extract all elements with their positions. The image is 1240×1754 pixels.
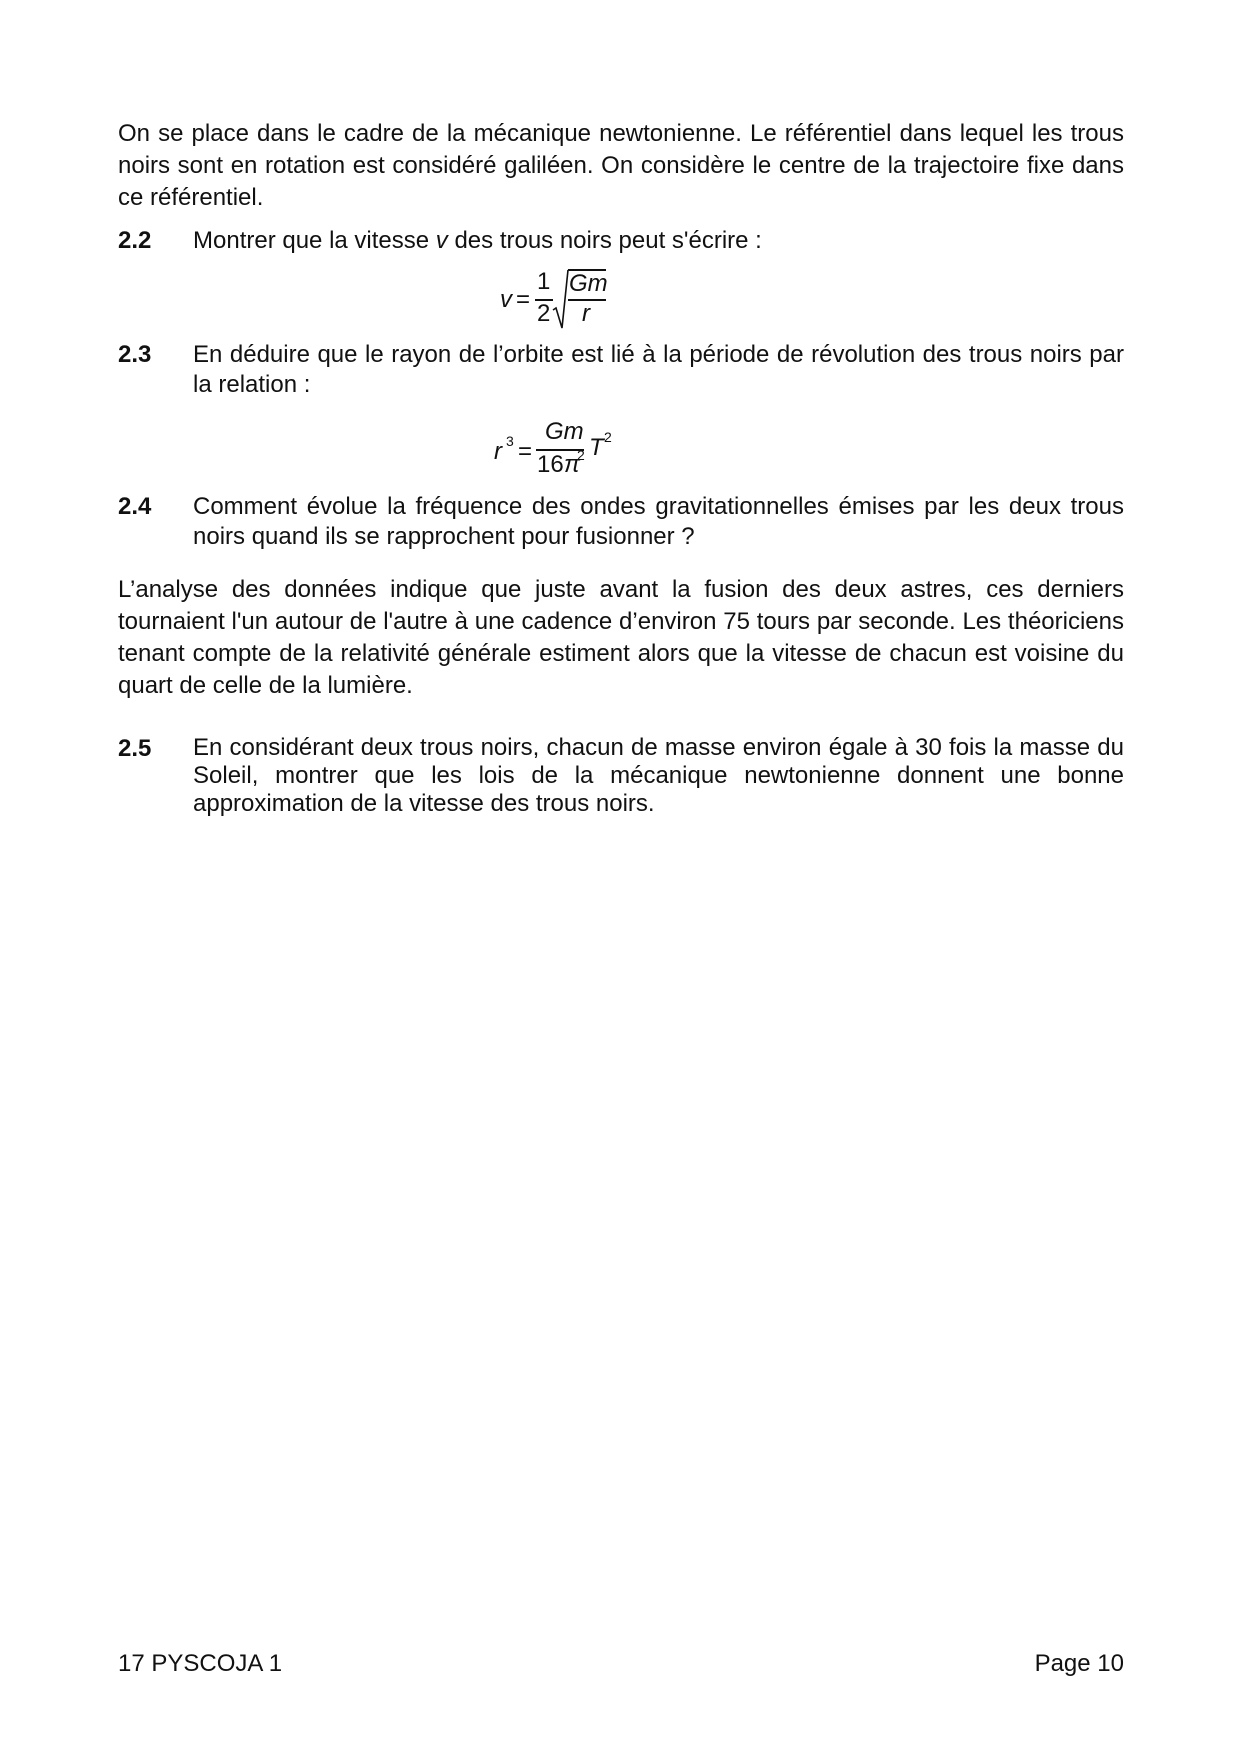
fraction-denominator: 2 <box>537 300 551 327</box>
formula-lhs-exponent: 3 <box>506 433 514 449</box>
footer-exam-code: 17 PYSCOJA 1 <box>118 1650 283 1677</box>
question-number: 2.4 <box>118 493 152 520</box>
formula-kepler <box>118 420 1124 484</box>
fraction-denominator-pi: π <box>564 451 581 478</box>
fraction-numerator: 1 <box>537 268 551 295</box>
question-text: En déduire que le rayon de l’orbite est lié à la période de révolution des trous noirs par la relation : <box>193 341 1124 398</box>
root-numerator: Gm <box>569 270 608 297</box>
intro-paragraph: On se place dans le cadre de la mécanique newtonienne. Le référentiel dans lequel les trous noirs sont en rotation est considéré galiléen. On considère le centre de la trajectoire fixe dans ce référentiel. <box>118 120 1124 211</box>
formula-equals: = <box>516 286 531 313</box>
formula-equals: = <box>518 438 533 465</box>
formula-rhs: T <box>589 434 604 461</box>
analysis-paragraph: L’analyse des données indique que juste avant la fusion des deux astres, ces derniers tournaient l'un autour de l'autre à une cadence d’environ 75 tours par seconde. Les théoriciens tenant compte de la relativité générale estiment alors que la vitesse de chacun est voisine du quart de celle de la lumière. <box>118 576 1124 699</box>
question-2-4 <box>118 492 1124 552</box>
fraction-denominator-coefficient: 16 <box>537 451 564 478</box>
footer-page-number: Page 10 <box>1034 1650 1124 1677</box>
fraction-numerator: Gm <box>545 418 584 445</box>
formula-rhs-exponent: 2 <box>604 429 612 445</box>
formula-lhs: r <box>494 438 502 465</box>
question-2-3 <box>118 340 1124 400</box>
question-text: En considérant deux trous noirs, chacun de masse environ égale à 30 fois la masse du Soleil, montrer que les lois de la mécanique newtonienne donnent une bonne approximation de la vitesse des trous noirs. <box>193 734 1124 817</box>
formula-velocity <box>118 268 1124 332</box>
question-2-2 <box>118 226 1124 256</box>
question-2-5 <box>118 734 1124 818</box>
page-content <box>118 118 1124 818</box>
question-number: 2.5 <box>118 735 152 762</box>
formula-lhs: v <box>500 286 512 313</box>
question-text: Montrer que la vitesse v des trous noirs peut s'écrire : <box>193 227 762 254</box>
question-number: 2.2 <box>118 227 152 254</box>
question-text: Comment évolue la fréquence des ondes gravitationnelles émises par les deux trous noirs quand ils se rapprochent pour fusionner ? <box>193 493 1124 550</box>
question-number: 2.3 <box>118 341 152 368</box>
root-denominator: r <box>582 300 590 327</box>
fraction-denominator-exponent: 2 <box>577 447 585 463</box>
